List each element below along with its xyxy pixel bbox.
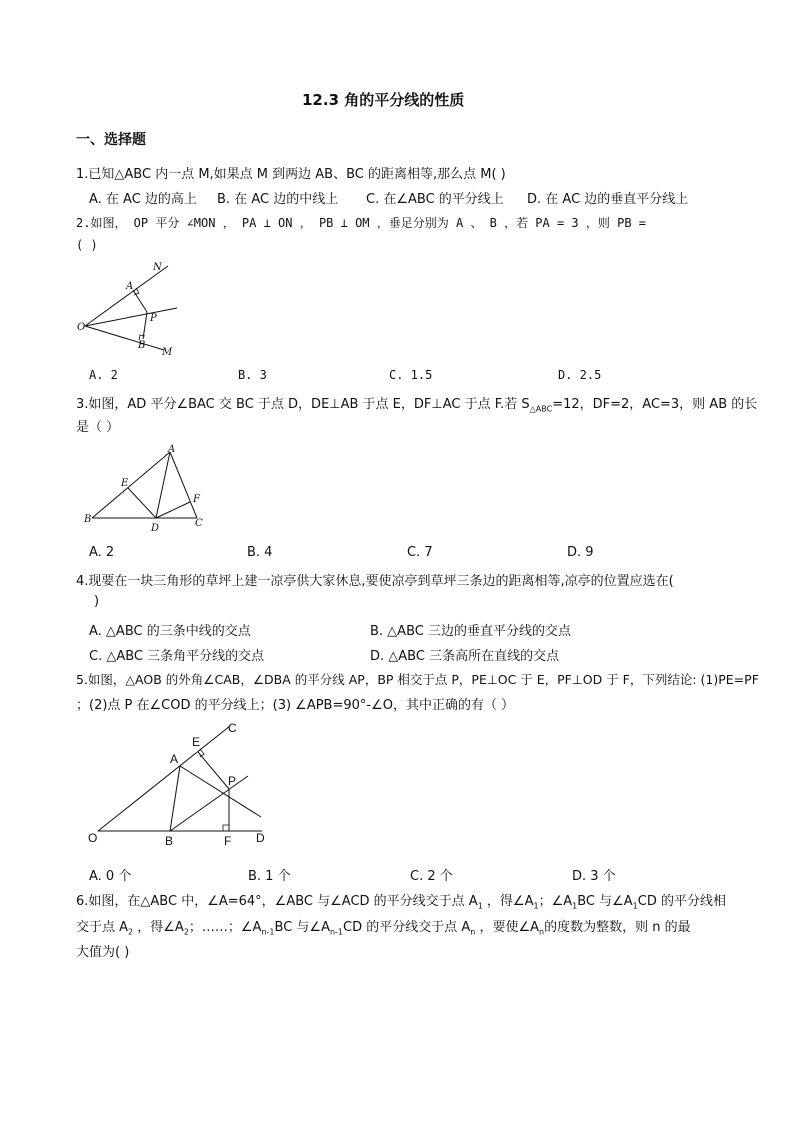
q3-label-b: B [84,514,92,525]
q5-stem-line1: 5.如图，△AOB 的外角∠CAB，∠DBA 的平分线 AP，BP 相交于点 P，PE⊥OC 于 E，PF⊥OD 于 F，下列结论: (1)PE=PF [76,672,759,687]
q4-option-d: D. △ABC 三条高所在直线的交点 [370,649,560,664]
q5-label-f: F [224,834,232,848]
section-heading: 一、选择题 [76,132,146,148]
q1-stem: 1.已知△ABC 内一点 M,如果点 M 到两边 AB、BC 的距离相等,那么点 M( ) [76,167,506,182]
q2-stem-line1: 2.如图， OP 平分 ∠MON ， PA ⊥ ON ， PB ⊥ OM ，垂足分别为 A 、 B ，若 PA = 3 ，则 PB = [76,216,647,230]
q2-option-d: D. 2.5 [558,368,602,382]
q3-label-a: A [168,444,176,455]
q5-label-c: C [228,721,237,735]
q1-option-b: B. 在 AC 边的中线上 [217,192,339,207]
q3-label-c: C [195,518,203,529]
q5-option-c: C. 2 个 [410,869,453,884]
q1-option-d: D. 在 AC 边的垂直平分线上 [527,192,689,207]
q1-option-a: A. 在 AC 边的高上 [89,192,197,207]
q5-option-d: D. 3 个 [572,869,616,884]
q5-label-a: A [170,752,179,766]
q5-option-b: B. 1 个 [248,869,291,884]
q5-label-e: E [192,735,201,749]
q3-stem-line2: 是（ ） [76,420,120,435]
q2-label-m: M [162,347,173,358]
q6-line2: 交于点 $A_2$ ，得$\angle A_2$；……；$\angle A_{n-1}BC$ 与$\angle A_{n-1}CD$ 的平分线交于点 $A_n$ ，要使$\angle A_n$的度数为整数，则 n 的最 [76,920,691,937]
q3-label-e: E [121,478,129,489]
q1-option-c: C. 在∠ABC 的平分线上 [366,192,504,207]
q6-line1: 6.如图，在△ABC 中，∠A=64°，∠ABC 与∠ACD 的平分线交于点 $A_1$ ，得$\angle A_1$；$\angle A_1BC$ 与$\angle A_1CD$ 的平分线相 [76,894,726,911]
q4-option-c: C. △ABC 三条角平分线的交点 [89,649,265,664]
q3-figure [80,440,215,540]
q5-label-b: B [165,834,174,848]
q2-option-a: A. 2 [89,368,118,382]
q5-label-p: P [228,774,237,788]
q4-option-a: A. △ABC 的三条中线的交点 [89,624,251,639]
q2-label-o: O [77,322,86,333]
q2-label-p: P [150,313,157,324]
q5-label-d: D [256,831,265,845]
q3-option-a: A. 2 [89,545,115,560]
q3-option-d: D. 9 [567,545,594,560]
q3-label-d: D [151,523,160,534]
q3-stem-line1: 3.如图，AD 平分∠BAC 交 BC 于点 D，DE⊥AB 于点 E，DF⊥AC 于点 F.若 $S_{\triangle ABC}=12$，DF=2，AC=3，则 AB 的长 [76,397,758,414]
q5-label-o: O [88,831,98,845]
q2-label-b: B [138,340,146,351]
q2-option-c: C. 1.5 [389,368,433,382]
q6-line3: 大值为( ) [76,945,130,960]
q3-option-b: B. 4 [247,545,273,560]
q5-figure [86,716,276,850]
q2-label-a: A [126,281,134,292]
q4-stem-line1: 4.现要在一块三角形的草坪上建一凉亭供大家休息,要使凉亭到草坪三条边的距离相等,凉亭的位置应选在( [76,574,674,589]
q5-option-a: A. 0 个 [89,869,132,884]
q4-option-b: B. △ABC 三边的垂直平分线的交点 [370,624,571,639]
q2-label-n: N [153,262,162,273]
q3-label-f: F [193,494,200,505]
q2-stem-line2: ( ) [76,238,98,252]
q2-figure [76,260,186,360]
q5-stem-line2: ；(2)点 P 在∠COD 的平分线上；(3) ∠APB=90°-∠O，其中正确的有（ ） [76,698,515,713]
q2-option-b: B. 3 [238,368,267,382]
q4-stem-line2: ) [94,594,100,609]
page-title: 12.3 角的平分线的性质 [302,91,465,109]
q3-option-c: C. 7 [407,545,433,560]
